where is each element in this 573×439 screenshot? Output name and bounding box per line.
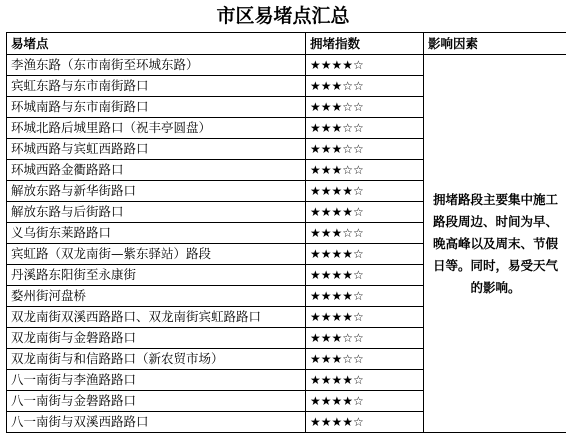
congestion-stars: ★★★☆☆ [306, 328, 424, 349]
table-body [7, 55, 568, 433]
location-cell: 宾虹路（双龙南街—紫东驿站）路段 [7, 244, 306, 265]
location-cell: 解放东路与后街路口 [7, 202, 306, 223]
location-cell: 八一南街与李渔路路口 [7, 370, 306, 391]
location-cell: 双龙南街与金磐路路口 [7, 328, 306, 349]
header-row [7, 33, 568, 55]
location-cell: 八一南街与金磐路路口 [7, 391, 306, 412]
congestion-stars: ★★★☆☆ [306, 139, 424, 160]
location-cell: 双龙南街与和信路路口（新农贸市场） [7, 349, 306, 370]
congestion-table [6, 32, 568, 433]
location-cell: 婺州街河盘桥 [7, 286, 306, 307]
congestion-stars: ★★★★☆ [306, 181, 424, 202]
congestion-stars: ★★★★☆ [306, 370, 424, 391]
congestion-stars: ★★★☆☆ [306, 118, 424, 139]
congestion-stars: ★★★★☆ [306, 244, 424, 265]
congestion-stars: ★★★★☆ [306, 265, 424, 286]
congestion-stars: ★★★★☆ [306, 412, 424, 433]
location-cell: 双龙南街双溪西路路口、双龙南街宾虹路路口 [7, 307, 306, 328]
location-cell: 八一南街与双溪西路路口 [7, 412, 306, 433]
location-cell: 环城北路后城里路口（祝丰亭圆盘） [7, 118, 306, 139]
location-cell: 丹溪路东阳街至永康街 [7, 265, 306, 286]
location-cell: 宾虹东路与东市南街路口 [7, 76, 306, 97]
page-title: 市区易堵点汇总 [216, 5, 350, 27]
congestion-stars: ★★★☆☆ [306, 76, 424, 97]
congestion-stars: ★★★☆☆ [306, 223, 424, 244]
location-cell: 解放东路与新华街路口 [7, 181, 306, 202]
congestion-stars: ★★★☆☆ [306, 160, 424, 181]
header-index: 拥堵指数 [306, 33, 424, 55]
location-cell: 义乌街东莱路路口 [7, 223, 306, 244]
crop-edge [566, 0, 573, 439]
congestion-stars: ★★★☆☆ [306, 349, 424, 370]
congestion-stars: ★★★★☆ [306, 286, 424, 307]
location-cell: 李渔东路（东市南街至环城东路） [7, 55, 306, 76]
header-location: 易堵点 [7, 33, 306, 55]
congestion-stars: ★★★★☆ [306, 307, 424, 328]
location-cell: 环城西路金衢路路口 [7, 160, 306, 181]
congestion-stars: ★★★★☆ [306, 55, 424, 76]
congestion-stars: ★★★★☆ [306, 391, 424, 412]
location-cell: 环城西路与宾虹西路路口 [7, 139, 306, 160]
factors-note: 拥堵路段主要集中施工路段周边、时间为早、晚高峰以及周末、节假日等。同时，易受天气的影响。 [424, 55, 568, 433]
congestion-stars: ★★★☆☆ [306, 97, 424, 118]
table-row [7, 55, 568, 76]
congestion-stars: ★★★★☆ [306, 202, 424, 223]
location-cell: 环城南路与东市南街路口 [7, 97, 306, 118]
header-factors: 影响因素 [424, 33, 568, 55]
